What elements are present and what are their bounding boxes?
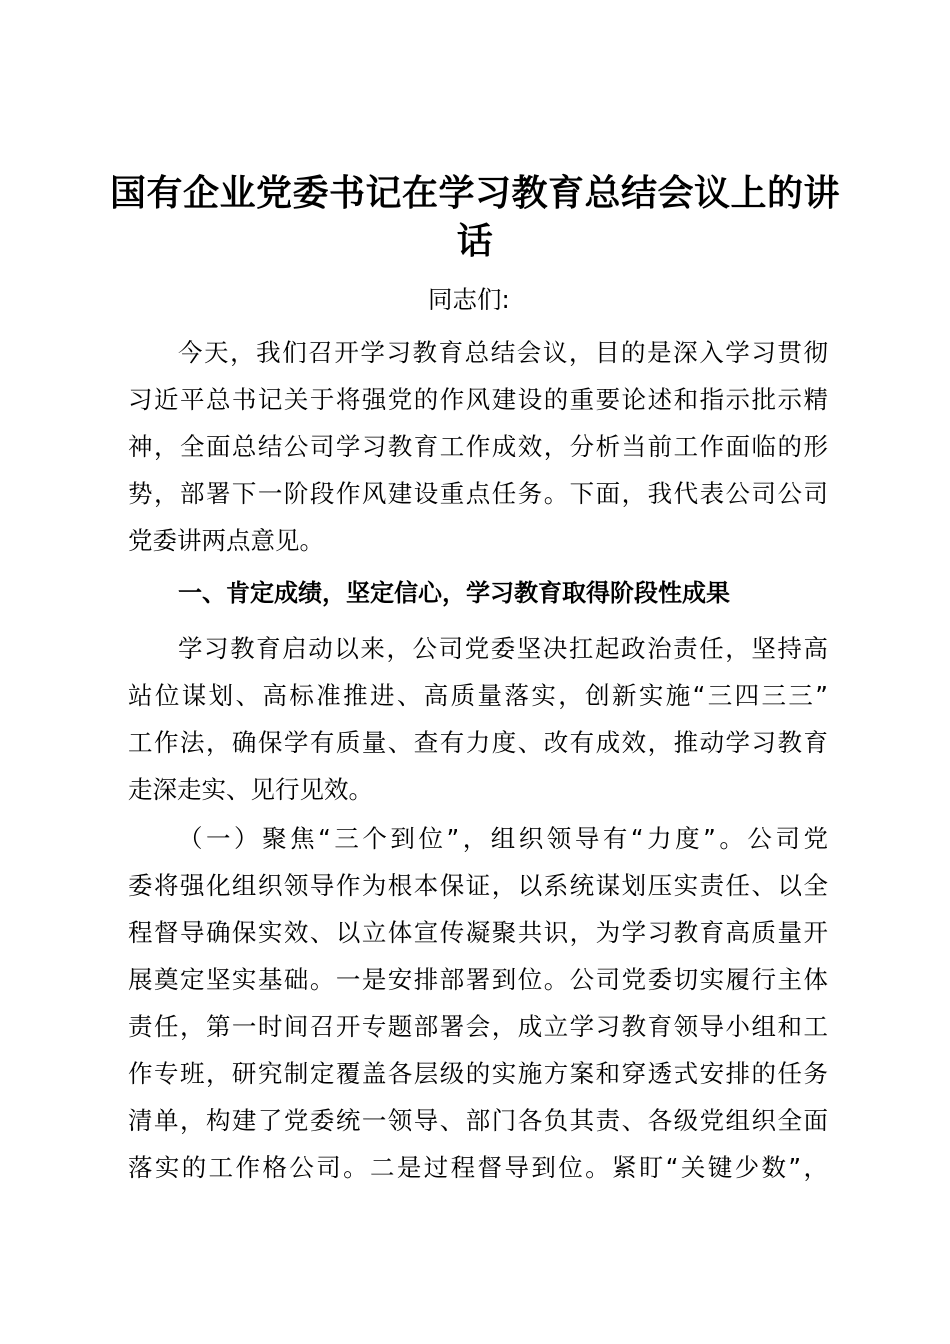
subsection1-line: 清单，构建了党委统一领导、部门各负其责、各级党组织全面 [128,1106,828,1135]
intro-line: 党委讲两点意见。 [128,526,324,555]
section1-line: 走深走实、见行见效。 [128,775,373,804]
subsection1-line: （一）聚焦“三个到位”，组织领导有“力度”。公司党 [178,824,828,853]
subsection1-line: 展奠定坚实基础。一是安排部署到位。公司党委切实履行主体 [128,965,828,994]
section1-line: 工作法，确保学有质量、查有力度、改有成效，推动学习教育 [128,728,828,757]
subsection1-line: 委将强化组织领导作为根本保证，以系统谋划压实责任、以全 [128,871,828,900]
subsection1-line: 作专班，研究制定覆盖各层级的实施方案和穿透式安排的任务 [128,1059,828,1088]
section1-line: 站位谋划、高标准推进、高质量落实，创新实施“三四三三” [128,681,828,710]
intro-line: 今天，我们召开学习教育总结会议，目的是深入学习贯彻 [178,338,828,367]
subsection1-line: 程督导确保实效、以立体宣传凝聚共识，为学习教育高质量开 [128,918,828,947]
document-title-line-1: 国有企业党委书记在学习教育总结会议上的讲 [110,172,841,214]
intro-line: 势，部署下一阶段作风建设重点任务。下面，我代表公司公司 [128,479,828,508]
subsection1-line: 落实的工作格公司。二是过程督导到位。紧盯“关键少数”， [128,1153,828,1182]
intro-line: 神，全面总结公司学习教育工作成效，分析当前工作面临的形 [128,432,828,461]
section-heading: 一、肯定成绩，坚定信心，学习教育取得阶段性成果 [178,579,730,607]
section1-line: 学习教育启动以来，公司党委坚决扛起政治责任，坚持高 [178,634,828,663]
document-title-line-2: 话 [456,220,494,262]
subsection1-line: 责任，第一时间召开专题部署会，成立学习教育领导小组和工 [128,1012,828,1041]
greeting: 同志们: [428,285,510,314]
intro-line: 习近平总书记关于将强党的作风建设的重要论述和指示批示精 [128,385,828,414]
